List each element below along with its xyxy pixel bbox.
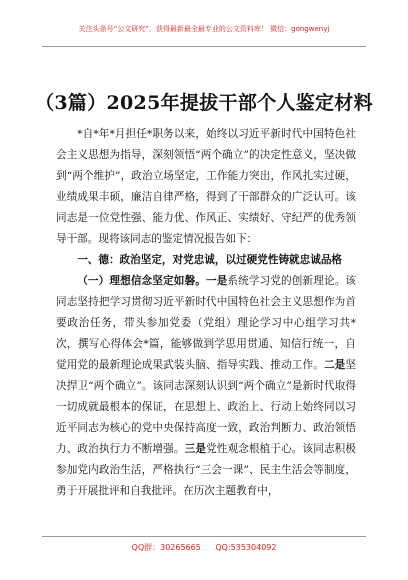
subsection-paragraph-1 [56,271,356,502]
point-lead-1: 一是 [205,275,228,287]
point-text-3: 党性观念根植于心。该同志积极参加党内政治生活，严格执行“三会一课”、民主生活会等制度，勇于开展批评和自我批评。在历次主题教育中， [56,443,356,497]
header-promo: 关注头条号“公文研究”，获得最新最全最专业的公文资料库！ 微信：gongwenyj [78,25,330,33]
subsection-heading-1: （一）理想信念坚定如磐。 [77,275,206,287]
document-title: （3篇）2025年提拔干部个人鉴定材料 [35,92,373,114]
intro-paragraph: *自*年*月担任*职务以来，始终以习近平新时代中国特色社会主义思想为指导，深刻领悟“两个确立”的决定性意义，坚决做到“两个维护”，政治立场坚定，工作能力突出，作风扎实过硬，业绩成果丰硕，廉洁自律严格，得到了干部群众的广泛认可。该同志是一位党性强、能力优、作风正、实绩好、守纪严的优秀领导干部。现将该同志的鉴定情况报告如下： [56,128,356,245]
point-text-2: 坚决捍卫“两个确立”。该同志深刻认识到“两个确立”是新时代取得一切成就最根本的保证，在思想上、政治上、行动上始终同以习近平同志为核心的党中央保持高度一致，政治判断力、政治领悟力、政治执行力不断增强。 [56,359,356,455]
footer-divider [42,536,366,537]
point-text-1: 系统学习党的创新理论。该同志坚持把学习贯彻习近平新时代中国特色社会主义思想作为首要政治任务，带头参加党委（党组）理论学习中心组学习共*次，撰写心得体会*篇，能够做到学思用贯通、知信行统一，自觉用党的最新理论成果武装头脑、指导实践、推动工作。 [56,275,357,371]
footer-contact [0,542,408,553]
header-divider [42,46,366,47]
document-body [56,124,356,502]
point-lead-3: 三是 [184,443,207,455]
section-heading-1: 一、德：政治坚定，对党忠诚，以过硬党性铸就忠诚品格 [77,254,343,266]
footer-qq: QQ:535304092 [215,543,277,552]
footer-qq-group: QQ群：30265665 [131,543,201,552]
point-lead-2: 二是 [323,359,346,371]
